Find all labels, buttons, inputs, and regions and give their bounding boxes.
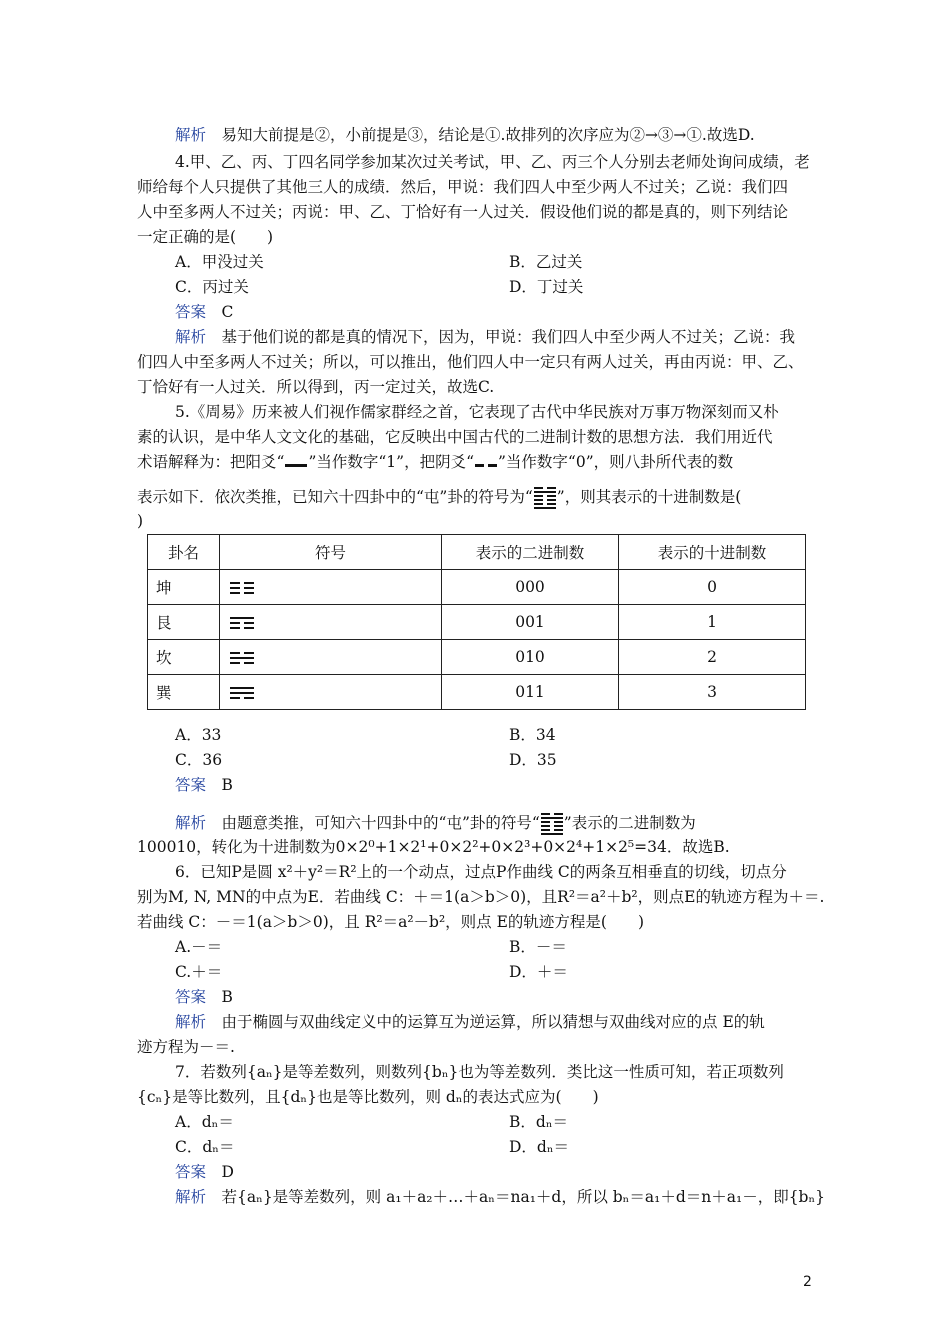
page-number: 2 <box>803 1274 812 1290</box>
label-daan: 答案 <box>175 988 207 1006</box>
q6-option-d: D．＋＝ <box>509 963 568 981</box>
table-cell-decimal: 0 <box>619 570 806 605</box>
q5-stem-4: 表示如下．依次类推，已知六十四卦中的“屯”卦的符号为“ ”，则其表示的十进制数是( <box>137 485 817 511</box>
q4-stem-3: 人中至多两人不过关；丙说：甲、乙、丁恰好有一人过关．假设他们说的都是真的，则下列结论 <box>137 203 789 221</box>
q5-stem-5: ) <box>137 512 144 530</box>
q6-stem-2: 别为M, N, MN的中点为E．若曲线 C：＋＝1(a＞b＞0)，且R²＝a²＋b²，则点E的轨迹方程为＋＝. <box>137 888 825 906</box>
zhun-hexagram-icon <box>540 811 564 837</box>
table-header-row <box>148 535 806 570</box>
q6-stem-3: 若曲线 C：－＝1(a＞b＞0)，且 R²＝a²－b²，则点 E的轨迹方程是( ) <box>137 913 645 931</box>
table-row <box>148 605 806 640</box>
label-jiexi: 解析 <box>175 1013 207 1031</box>
q5-option-c: C．36 <box>175 751 223 769</box>
table-cell-binary: 000 <box>442 570 619 605</box>
table-cell-name: 巽 <box>148 675 220 710</box>
q4-stem-2: 师给每个人只提供了其他三人的成绩．然后，甲说：我们四人中至少两人不过关；乙说：我们四 <box>137 178 789 196</box>
table-cell-decimal: 3 <box>619 675 806 710</box>
table-row <box>148 675 806 710</box>
q7-answer: 答案 D <box>175 1163 234 1181</box>
q6-stem-1: 6．已知P是圆 x²＋y²＝R²上的一个动点，过点P作曲线 C的两条互相垂直的切线，切点分 <box>175 863 787 881</box>
q7-option-c: C．dₙ＝ <box>175 1138 235 1156</box>
table-cell-symbol <box>220 640 442 675</box>
yin-yao-icon <box>474 457 498 469</box>
q4-answer: 答案 C <box>175 303 234 321</box>
label-jiexi: 解析 <box>175 328 207 346</box>
table-cell-symbol <box>220 605 442 640</box>
xun-trigram-icon <box>228 686 256 700</box>
label-daan: 答案 <box>175 1163 207 1181</box>
q7-stem-1: 7．若数列{aₙ}是等差数列，则数列{bₙ}也为等差数列．类比这一性质可知，若正项数列 <box>175 1063 784 1081</box>
q7-option-d: D．dₙ＝ <box>509 1138 570 1156</box>
label-daan: 答案 <box>175 303 207 321</box>
q5-stem-2: 素的认识，是中华人文文化的基础，它反映出中国古代的二进制计数的思想方法．我们用近代 <box>137 428 773 446</box>
yang-yao-icon <box>284 457 308 469</box>
q6-option-c: C.＋＝ <box>175 963 223 981</box>
q6-explanation-2: 迹方程为－＝. <box>137 1038 235 1056</box>
q5-answer: 答案 B <box>175 776 233 794</box>
table-cell-name: 艮 <box>148 605 220 640</box>
table-row <box>148 570 806 605</box>
table-cell-binary: 010 <box>442 640 619 675</box>
label-jiexi: 解析 <box>175 1188 207 1206</box>
kan-trigram-icon <box>228 651 256 665</box>
q6-answer: 答案 B <box>175 988 233 1006</box>
q4-stem-4: 一定正确的是( ) <box>137 228 274 246</box>
bagua-table <box>147 534 806 710</box>
zhun-hexagram-icon <box>533 485 557 511</box>
q5-stem-3: 术语解释为：把阳爻“ ”当作数字“1”，把阴爻“ ”当作数字“0”，则八卦所代表的数 <box>137 453 734 471</box>
q4-explanation-3: 丁恰好有一人过关．所以得到，丙一定过关，故选C. <box>137 378 495 396</box>
table-cell-name: 坤 <box>148 570 220 605</box>
q7-option-b: B．dₙ＝ <box>509 1113 569 1131</box>
q4-option-b: B．乙过关 <box>509 253 583 271</box>
table-cell-symbol <box>220 675 442 710</box>
gen-trigram-icon <box>228 616 256 630</box>
q4-explanation-1: 解析 基于他们说的都是真的情况下，因为，甲说：我们四人中至少两人不过关；乙说：我 <box>175 328 796 346</box>
q4-stem-1: 4.甲、乙、丙、丁四名同学参加某次过关考试，甲、乙、丙三个人分别去老师处询问成绩，老 <box>175 153 810 171</box>
table-cell-binary: 001 <box>442 605 619 640</box>
q3-explanation: 解析 易知大前提是②，小前提是③，结论是①.故排列的次序应为②→③→①.故选D. <box>175 126 755 144</box>
table-cell-symbol <box>220 570 442 605</box>
table-header: 符号 <box>220 535 442 570</box>
table-cell-binary: 011 <box>442 675 619 710</box>
q7-option-a: A．dₙ＝ <box>175 1113 234 1131</box>
q4-option-a: A．甲没过关 <box>175 253 264 271</box>
q7-explanation-1: 解析 若{aₙ}是等差数列，则 a₁＋a₂＋…＋aₙ＝na₁＋d，所以 bₙ＝a₁＋d＝n＋a₁－，即{bₙ} <box>175 1188 826 1206</box>
q5-option-d: D．35 <box>509 751 557 769</box>
q4-option-d: D．丁过关 <box>509 278 584 296</box>
q5-explanation-2: 100010，转化为十进制数为0×2⁰+1×2¹+0×2²+0×2³+0×2⁴+1×2⁵=34．故选B. <box>137 838 730 856</box>
table-row <box>148 640 806 675</box>
q5-explanation-1: 解析 由题意类推，可知六十四卦中的“屯”卦的符号“ ”表示的二进制数为 <box>175 811 855 837</box>
q6-option-a: A.－＝ <box>175 938 223 956</box>
table-cell-decimal: 2 <box>619 640 806 675</box>
table-cell-decimal: 1 <box>619 605 806 640</box>
table-header: 表示的十进制数 <box>619 535 806 570</box>
q6-explanation-1: 解析 由于椭圆与双曲线定义中的运算互为逆运算，所以猜想与双曲线对应的点 E的轨 <box>175 1013 765 1031</box>
q4-explanation-2: 们四人中至多两人不过关；所以，可以推出，他们四人中一定只有两人过关，再由丙说：甲、乙、 <box>137 353 804 371</box>
table-header: 表示的二进制数 <box>442 535 619 570</box>
q7-stem-2: {cₙ}是等比数列，且{dₙ}也是等比数列，则 dₙ的表达式应为( ) <box>137 1088 599 1106</box>
q5-option-a: A．33 <box>175 726 222 744</box>
table-cell-name: 坎 <box>148 640 220 675</box>
q4-option-c: C．丙过关 <box>175 278 249 296</box>
q6-option-b: B．－＝ <box>509 938 567 956</box>
q5-option-b: B．34 <box>509 726 556 744</box>
label-jiexi: 解析 <box>175 126 207 144</box>
q5-stem-1: 5.《周易》历来被人们视作儒家群经之首，它表现了古代中华民族对万事万物深刻而又朴 <box>175 403 779 421</box>
table-header: 卦名 <box>148 535 220 570</box>
kun-trigram-icon <box>228 581 256 595</box>
label-daan: 答案 <box>175 776 207 794</box>
label-jiexi: 解析 <box>175 814 207 832</box>
